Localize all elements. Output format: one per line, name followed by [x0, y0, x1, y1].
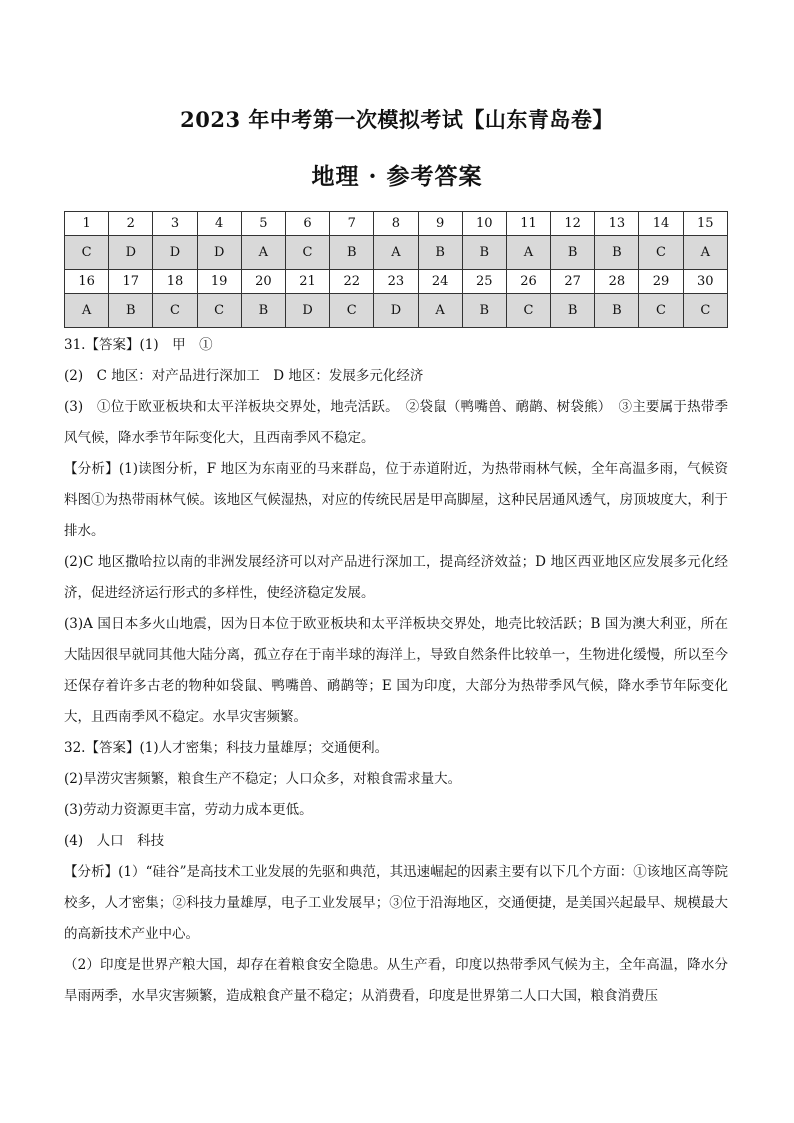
- question-number-cell: 16: [65, 270, 109, 294]
- question-number-cell: 23: [374, 270, 418, 294]
- answer-cell: C: [285, 236, 329, 270]
- question-number-cell: 3: [153, 212, 197, 236]
- question-number-cell: 14: [639, 212, 683, 236]
- question-number-cell: 30: [683, 270, 727, 294]
- question-number-cell: 11: [506, 212, 550, 236]
- question-number-cell: 26: [506, 270, 550, 294]
- q32-answer-2: (2)旱涝灾害频繁，粮食生产不稳定；人口众多，对粮食需求量大。: [64, 771, 462, 787]
- q31-analysis-2: (2)C 地区撒哈拉以南的非洲发展经济可以对产品进行深加工，提高经济效益；D 地区西亚地区应发展多元化经济，促进经济运行形式的多样性，使经济稳定发展。: [64, 554, 728, 601]
- answer-cell: D: [197, 236, 241, 270]
- answer-cell: C: [330, 294, 374, 328]
- answer-cell: C: [639, 236, 683, 270]
- answer-cell: C: [65, 236, 109, 270]
- answer-cell: D: [109, 236, 153, 270]
- question-number-cell: 7: [330, 212, 374, 236]
- answer-cell: A: [506, 236, 550, 270]
- answer-cell: B: [241, 294, 285, 328]
- answer-cell: B: [595, 236, 639, 270]
- question-number-cell: 2: [109, 212, 153, 236]
- answer-cell: C: [683, 294, 727, 328]
- q32-answer-4: (4) 人口 科技: [64, 833, 165, 849]
- question-number-cell: 19: [197, 270, 241, 294]
- answer-cell: D: [374, 294, 418, 328]
- answer-cell: B: [462, 236, 506, 270]
- answer-key-title: 地理 · 参考答案: [311, 163, 483, 190]
- answer-cell: B: [462, 294, 506, 328]
- answer-cell: B: [551, 294, 595, 328]
- q31-answer-2: (2) C 地区：对产品进行深加工 D 地区：发展多元化经济: [64, 368, 424, 384]
- question-number-row: [65, 270, 728, 294]
- answer-explanations: [64, 330, 728, 1012]
- question-number-cell: 9: [418, 212, 462, 236]
- answer-cell: C: [153, 294, 197, 328]
- answer-cell: A: [241, 236, 285, 270]
- answer-cell: B: [595, 294, 639, 328]
- q31-analysis-1: 【分析】(1)读图分析，F 地区为东南亚的马来群岛，位于赤道附近，为热带雨林气候，全年高温多雨，气候资料图①为热带雨林气候。该地区气候湿热，对应的传统民居是甲高脚屋，这种民居通风透气，房顶坡度大，利于排水。: [64, 461, 728, 539]
- question-number-cell: 12: [551, 212, 595, 236]
- q32-analysis-1: 【分析】(1）“硅谷”是高技术工业发展的先驱和典范，其迅速崛起的因素主要有以下几个方面：①该地区高等院校多，人才密集；②科技力量雄厚，电子工业发展早；③位于沿海地区，交通便捷，是美国兴起最早、规模最大的高新技术产业中心。: [64, 864, 728, 942]
- q32-answer-3: (3)劳动力资源更丰富，劳动力成本更低。: [64, 802, 313, 818]
- q32-answer-1: 32.【答案】(1)人才密集；科技力量雄厚；交通便利。: [64, 740, 389, 756]
- question-number-cell: 25: [462, 270, 506, 294]
- question-number-cell: 13: [595, 212, 639, 236]
- answer-cell: D: [153, 236, 197, 270]
- answer-cell: A: [374, 236, 418, 270]
- answer-cell: B: [551, 236, 595, 270]
- answer-cell: B: [109, 294, 153, 328]
- question-number-cell: 24: [418, 270, 462, 294]
- answer-cell: A: [65, 294, 109, 328]
- answer-table: [64, 211, 728, 328]
- question-number-cell: 1: [65, 212, 109, 236]
- question-number-cell: 10: [462, 212, 506, 236]
- answer-cell: B: [418, 236, 462, 270]
- question-number-cell: 27: [551, 270, 595, 294]
- question-number-row: [65, 212, 728, 236]
- answer-cell: D: [285, 294, 329, 328]
- q31-answer-3: (3) ①位于欧亚板块和太平洋板块交界处，地壳活跃。 ②袋鼠（鸭嘴兽、鸸鹋、树袋熊） ③主要属于热带季风气候，降水季节年际变化大，且西南季风不稳定。: [64, 399, 728, 446]
- question-number-cell: 4: [197, 212, 241, 236]
- question-number-cell: 29: [639, 270, 683, 294]
- exam-title: 2023 年中考第一次模拟考试【山东青岛卷】: [180, 107, 614, 132]
- question-number-cell: 6: [285, 212, 329, 236]
- answer-cell: C: [506, 294, 550, 328]
- q32-analysis-2: （2）印度是世界产粮大国，却存在着粮食安全隐患。从生产看，印度以热带季风气候为主，全年高温，降水分旱雨两季，水旱灾害频繁，造成粮食产量不稳定；从消费看，印度是世界第二人口大国，粮食消费压: [64, 957, 728, 1004]
- question-number-cell: 28: [595, 270, 639, 294]
- answer-cell: A: [683, 236, 727, 270]
- answer-cell: B: [330, 236, 374, 270]
- question-number-cell: 18: [153, 270, 197, 294]
- answer-cell: C: [639, 294, 683, 328]
- question-number-cell: 21: [285, 270, 329, 294]
- question-number-cell: 15: [683, 212, 727, 236]
- answer-cell: A: [418, 294, 462, 328]
- question-number-cell: 20: [241, 270, 285, 294]
- question-number-cell: 8: [374, 212, 418, 236]
- answer-row: [65, 236, 728, 270]
- question-number-cell: 17: [109, 270, 153, 294]
- answer-cell: C: [197, 294, 241, 328]
- q31-answer-1: 31.【答案】(1) 甲 ①: [64, 337, 213, 353]
- answer-row: [65, 294, 728, 328]
- question-number-cell: 22: [330, 270, 374, 294]
- q31-analysis-3: (3)A 国日本多火山地震，因为日本位于欧亚板块和太平洋板块交界处，地壳比较活跃；B 国为澳大利亚，所在大陆因很早就同其他大陆分离，孤立存在于南半球的海洋上，导致自然条件比较单一，生物进化缓慢，所以至今还保存着许多古老的物种如袋鼠、鸭嘴兽、鸸鹋等；E 国为印度，大部分为热带季风气候，降水季节年际变化大，且西南季风不稳定。水旱灾害频繁。: [64, 616, 728, 725]
- question-number-cell: 5: [241, 212, 285, 236]
